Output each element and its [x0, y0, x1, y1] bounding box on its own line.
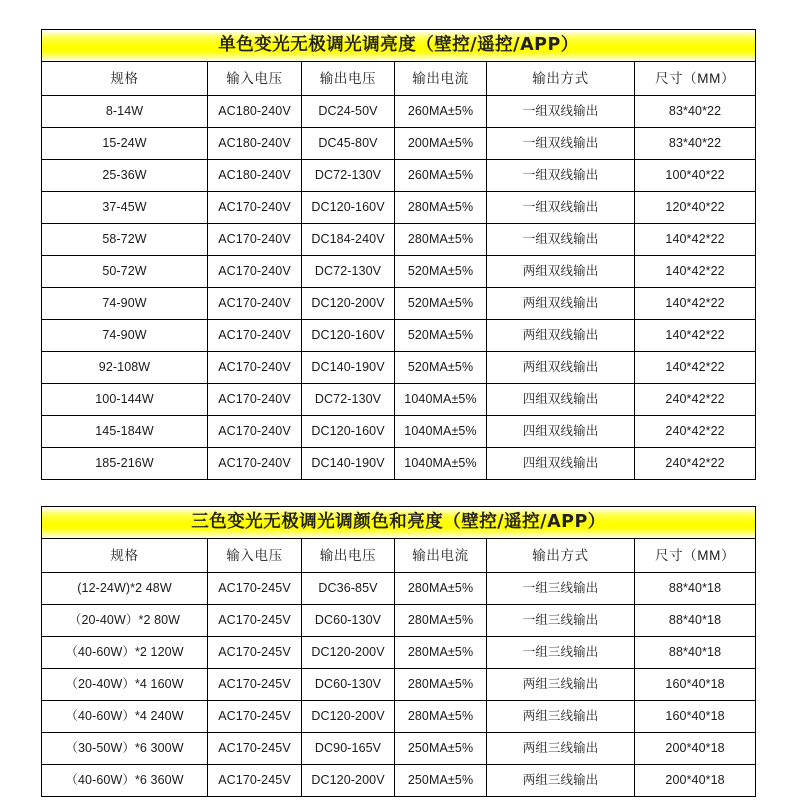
cell-output-mode: 两组三线输出	[487, 765, 635, 797]
cell-spec: 185-216W	[42, 448, 208, 480]
cell-input-voltage: AC170-240V	[208, 288, 302, 320]
cell-input-voltage: AC170-245V	[208, 637, 302, 669]
table-row	[42, 384, 756, 416]
spec-table-tricolor	[41, 506, 756, 797]
cell-size: 120*40*22	[635, 192, 756, 224]
table-row	[42, 701, 756, 733]
column-header-output-current: 输出电流	[395, 539, 487, 573]
table-row	[42, 448, 756, 480]
cell-output-voltage: DC90-165V	[302, 733, 395, 765]
cell-output-current: 520MA±5%	[395, 256, 487, 288]
cell-input-voltage: AC170-245V	[208, 605, 302, 637]
cell-size: 200*40*18	[665, 773, 725, 787]
cell-output-voltage: DC60-130V	[302, 605, 395, 637]
cell-output-voltage: DC72-130V	[302, 384, 395, 416]
cell-output-voltage: DC120-200V	[302, 701, 395, 733]
cell-output-current: 280MA±5%	[395, 669, 487, 701]
column-header-output-voltage: 输出电压	[302, 62, 395, 96]
cell-input-voltage: AC180-240V	[208, 160, 302, 192]
cell-output-mode: 两组双线输出	[487, 288, 635, 320]
cell-spec: 74-90W	[42, 320, 208, 352]
cell-size: 140*42*22	[635, 256, 756, 288]
cell-output-current: 260MA±5%	[395, 96, 487, 128]
cell-output-voltage: DC140-190V	[302, 352, 395, 384]
column-header-input-voltage: 输入电压	[208, 539, 302, 573]
cell-output-mode: 一组双线输出	[487, 192, 635, 224]
table-header-row	[42, 62, 756, 96]
cell-spec: （30-50W）*6 300W	[42, 733, 208, 765]
cell-input-voltage: AC170-240V	[208, 320, 302, 352]
column-header-size: 尺寸（MM）	[635, 539, 756, 573]
table-title-text: 单色变光无极调光调亮度（壁控/遥控/APP）	[218, 35, 579, 55]
column-header-spec: 规格	[42, 539, 208, 573]
cell-output-voltage: DC72-130V	[302, 160, 395, 192]
cell-input-voltage: AC170-245V	[208, 669, 302, 701]
title-row	[42, 30, 756, 62]
cell-input-voltage: AC170-240V	[208, 352, 302, 384]
cell-size: 100*40*22	[635, 160, 756, 192]
column-header-output-mode: 输出方式	[487, 539, 635, 573]
spec-table-monochrome	[41, 29, 756, 480]
cell-output-mode: 四组双线输出	[487, 448, 635, 480]
title-row	[42, 507, 756, 539]
cell-output-current: 280MA±5%	[395, 224, 487, 256]
cell-output-current: 280MA±5%	[395, 192, 487, 224]
cell-output-voltage: DC140-190V	[302, 448, 395, 480]
table-header-row	[42, 539, 756, 573]
cell-output-mode: 一组三线输出	[487, 573, 635, 605]
table-row	[42, 192, 756, 224]
cell-size: 240*42*22	[635, 384, 756, 416]
cell-output-voltage: DC120-200V	[302, 765, 395, 797]
table-title-banner	[42, 30, 756, 62]
table-row	[42, 352, 756, 384]
cell-size: 140*42*22	[635, 288, 756, 320]
table-row	[42, 160, 756, 192]
spec-table-block-tricolor	[41, 506, 755, 797]
cell-output-mode: 两组三线输出	[487, 701, 635, 733]
column-header-spec: 规格	[42, 62, 208, 96]
cell-size: 140*42*22	[635, 224, 756, 256]
cell-output-current: 280MA±5%	[395, 573, 487, 605]
cell-output-current: 520MA±5%	[395, 352, 487, 384]
cell-spec: （40-60W）*2 120W	[42, 637, 208, 669]
cell-input-voltage: AC170-240V	[208, 256, 302, 288]
column-header-input-voltage: 输入电压	[208, 62, 302, 96]
cell-output-mode: 两组双线输出	[487, 320, 635, 352]
cell-spec: 145-184W	[42, 416, 208, 448]
cell-size: 240*42*22	[665, 456, 725, 470]
cell-output-current: 1040MA±5%	[395, 448, 487, 480]
cell-input-voltage: AC170-240V	[208, 448, 302, 480]
cell-output-mode: 一组双线输出	[487, 224, 635, 256]
cell-output-current: 520MA±5%	[395, 288, 487, 320]
cell-output-current: 250MA±5%	[395, 765, 487, 797]
column-header-output-mode: 输出方式	[487, 62, 635, 96]
cell-output-current: 280MA±5%	[395, 605, 487, 637]
spec-table-block-monochrome	[41, 29, 755, 480]
cell-output-mode: 一组双线输出	[487, 96, 635, 128]
table-title-text: 三色变光无极调光调颜色和亮度（壁控/遥控/APP）	[191, 512, 606, 532]
cell-input-voltage: AC170-245V	[208, 701, 302, 733]
cell-output-current: 250MA±5%	[395, 733, 487, 765]
cell-output-mode: 一组三线输出	[487, 637, 635, 669]
cell-spec: (12-24W)*2 48W	[42, 573, 208, 605]
column-header-output-voltage: 输出电压	[302, 539, 395, 573]
cell-size: 83*40*22	[635, 96, 756, 128]
cell-output-current: 1040MA±5%	[395, 416, 487, 448]
cell-size: 140*42*22	[635, 320, 756, 352]
cell-input-voltage: AC170-240V	[208, 384, 302, 416]
cell-size: 88*40*18	[635, 605, 756, 637]
cell-output-mode: 两组双线输出	[487, 352, 635, 384]
cell-input-voltage: AC180-240V	[208, 96, 302, 128]
cell-input-voltage: AC170-240V	[208, 416, 302, 448]
cell-spec: 15-24W	[42, 128, 208, 160]
cell-size: 160*40*18	[635, 701, 756, 733]
cell-input-voltage: AC170-245V	[208, 573, 302, 605]
table-row	[42, 288, 756, 320]
table-row	[42, 224, 756, 256]
cell-output-voltage: DC120-160V	[302, 320, 395, 352]
cell-output-mode: 两组双线输出	[487, 256, 635, 288]
cell-output-voltage: DC120-200V	[302, 637, 395, 669]
cell-output-current: 520MA±5%	[395, 320, 487, 352]
cell-input-voltage: AC170-240V	[208, 192, 302, 224]
cell-output-voltage: DC120-160V	[302, 192, 395, 224]
cell-spec: 8-14W	[42, 96, 208, 128]
cell-spec: （40-60W）*6 360W	[42, 765, 208, 797]
cell-size: 83*40*22	[635, 128, 756, 160]
cell-output-current: 200MA±5%	[395, 128, 487, 160]
cell-output-current: 280MA±5%	[395, 701, 487, 733]
cell-size: 240*42*22	[635, 416, 756, 448]
cell-output-voltage: DC120-200V	[302, 288, 395, 320]
cell-spec: 100-144W	[42, 384, 208, 416]
cell-input-voltage: AC170-240V	[208, 224, 302, 256]
cell-spec: 25-36W	[42, 160, 208, 192]
cell-output-mode: 四组双线输出	[487, 384, 635, 416]
cell-output-voltage: DC36-85V	[302, 573, 395, 605]
cell-output-voltage: DC184-240V	[302, 224, 395, 256]
table-row	[42, 637, 756, 669]
cell-output-mode: 两组三线输出	[487, 669, 635, 701]
cell-output-mode: 一组双线输出	[487, 128, 635, 160]
cell-output-voltage: DC72-130V	[302, 256, 395, 288]
column-header-size: 尺寸（MM）	[635, 62, 756, 96]
table-row	[42, 573, 756, 605]
cell-output-current: 280MA±5%	[395, 637, 487, 669]
cell-size: 88*40*18	[635, 637, 756, 669]
cell-spec: 92-108W	[42, 352, 208, 384]
table-row	[42, 765, 756, 797]
cell-spec: 50-72W	[42, 256, 208, 288]
cell-spec: 74-90W	[42, 288, 208, 320]
table-title-banner	[42, 507, 756, 539]
table-row	[42, 605, 756, 637]
cell-output-voltage: DC120-160V	[302, 416, 395, 448]
table-row	[42, 320, 756, 352]
cell-input-voltage: AC180-240V	[208, 128, 302, 160]
cell-output-mode: 四组双线输出	[487, 416, 635, 448]
cell-output-current: 1040MA±5%	[395, 384, 487, 416]
table-row	[42, 733, 756, 765]
cell-output-voltage: DC24-50V	[302, 96, 395, 128]
cell-input-voltage: AC170-245V	[208, 765, 302, 797]
cell-size: 140*42*22	[635, 352, 756, 384]
table-row	[42, 256, 756, 288]
cell-output-voltage: DC45-80V	[302, 128, 395, 160]
cell-size: 200*40*18	[635, 733, 756, 765]
cell-size: 160*40*18	[635, 669, 756, 701]
table-row	[42, 669, 756, 701]
table-row	[42, 416, 756, 448]
cell-output-current: 260MA±5%	[395, 160, 487, 192]
cell-spec: （40-60W）*4 240W	[42, 701, 208, 733]
cell-spec: （20-40W）*4 160W	[42, 669, 208, 701]
table-body-monochrome	[42, 30, 756, 480]
cell-output-mode: 两组三线输出	[487, 733, 635, 765]
cell-input-voltage: AC170-245V	[208, 733, 302, 765]
table-row	[42, 96, 756, 128]
table-body-tricolor	[42, 507, 756, 797]
cell-spec: 58-72W	[42, 224, 208, 256]
cell-output-mode: 一组双线输出	[487, 160, 635, 192]
cell-spec: （20-40W）*2 80W	[42, 605, 208, 637]
table-row	[42, 128, 756, 160]
cell-output-mode: 一组三线输出	[487, 605, 635, 637]
cell-spec: 37-45W	[42, 192, 208, 224]
cell-output-voltage: DC60-130V	[302, 669, 395, 701]
cell-size: 88*40*18	[635, 573, 756, 605]
column-header-output-current: 输出电流	[395, 62, 487, 96]
